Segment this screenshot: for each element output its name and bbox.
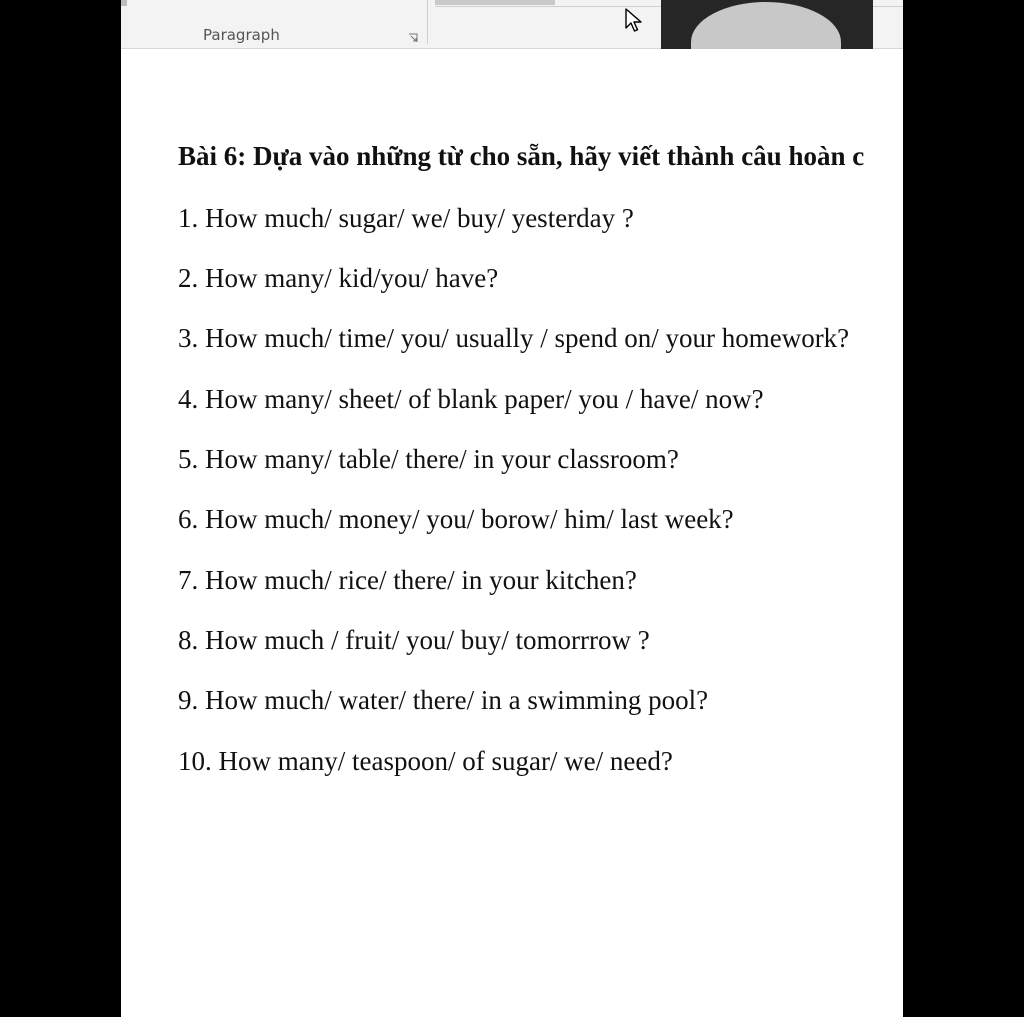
mouse-pointer-icon: [625, 8, 643, 34]
paragraph-group-label: Paragraph: [203, 26, 280, 44]
ribbon-group-divider: [427, 0, 428, 44]
list-item: 6. How much/ money/ you/ borow/ him/ last week?: [178, 504, 734, 534]
list-item: 8. How much / fruit/ you/ buy/ tomorrrow ?: [178, 625, 650, 655]
left-letterbox: [0, 0, 121, 1017]
ribbon-scroll-bar: [435, 0, 555, 5]
ribbon-edge: [121, 0, 127, 6]
list-item: 4. How many/ sheet/ of blank paper/ you / have/ now?: [178, 384, 764, 414]
list-item: 10. How many/ teaspoon/ of sugar/ we/ need?: [178, 746, 673, 776]
list-item: 7. How much/ rice/ there/ in your kitchen?: [178, 565, 637, 595]
exercise-heading: Bài 6: Dựa vào những từ cho sẵn, hãy viết thành câu hoàn c: [178, 141, 865, 171]
list-item: 9. How much/ water/ there/ in a swimming pool?: [178, 685, 709, 715]
dialog-launcher-icon[interactable]: [408, 30, 418, 40]
right-letterbox: [903, 0, 1024, 1017]
list-item: 5. How many/ table/ there/ in your classroom?: [178, 444, 679, 474]
word-window: [121, 0, 903, 1017]
list-item: 3. How much/ time/ you/ usually / spend on/ your homework?: [178, 323, 850, 353]
list-item: 1. How much/ sugar/ we/ buy/ yesterday ?: [178, 203, 634, 233]
list-item: 2. How many/ kid/you/ have?: [178, 263, 499, 293]
